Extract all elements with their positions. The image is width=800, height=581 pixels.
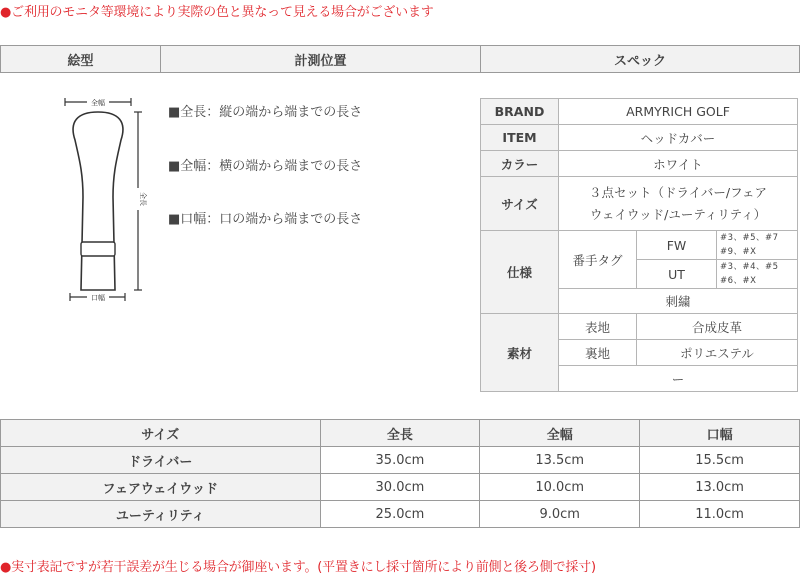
brand-label: BRAND [481,99,559,125]
size-row-name: ドライバー [1,447,321,474]
number-tag-label: 番手タグ [559,231,637,289]
size-row-width: 13.5cm [480,447,640,474]
measurement-width: ■全幅：横の端から端までの長さ [168,159,363,174]
width-label: 全幅 [91,99,105,107]
size-row-length: 30.0cm [320,474,480,501]
size-header-mouth: 口幅 [640,420,800,447]
size-header-width: 全幅 [480,420,640,447]
fw-numbers-line1: #3、#5、#7 [720,233,779,243]
ut-label: UT [637,260,717,289]
table-row [1,501,800,528]
feature-label: 仕様 [481,231,559,314]
lining-value: ポリエステル [637,340,798,366]
ut-numbers-line1: #3、#4、#5 [720,262,779,272]
spec-row-item [481,125,798,151]
header-measurement-position: 計測位置 [160,45,480,73]
size-table [0,419,800,528]
color-value: ホワイト [559,151,798,177]
spec-row-size [481,177,798,231]
size-row-name: フェアウェイウッド [1,474,321,501]
other-value: ー [559,366,798,392]
color-label: カラー [481,151,559,177]
lining-label: 裏地 [559,340,637,366]
size-row-width: 9.0cm [480,501,640,528]
size-header-size: サイズ [1,420,321,447]
size-row-length: 25.0cm [320,501,480,528]
item-label: ITEM [481,125,559,151]
size-row-width: 10.0cm [480,474,640,501]
ut-numbers [717,260,798,289]
table-row [1,447,800,474]
size-header-length: 全長 [320,420,480,447]
material-label: 素材 [481,314,559,392]
table-row [1,474,800,501]
size-row-mouth: 15.5cm [640,447,800,474]
spec-table [480,98,798,392]
measurement-disclaimer: ●実寸表記ですが若干誤差が生じる場合が御座います。(平置きにし採寸箇所により前側と後ろ側で採寸) [0,560,596,575]
spec-row-material-outer [481,314,798,340]
color-disclaimer: ●ご利用のモニタ等環境により実際の色と異なって見える場合がございます [0,5,434,20]
section-header [0,45,800,73]
header-spec: スペック [480,45,800,73]
mouth-label: 口幅 [91,294,105,302]
size-row-name: ユーティリティ [1,501,321,528]
measurement-length: ■全長：縦の端から端までの長さ [168,105,363,120]
headcover-diagram [55,92,160,307]
length-label: 全長 [139,192,147,206]
outer-label: 表地 [559,314,637,340]
size-row-mouth: 13.0cm [640,474,800,501]
fw-numbers [717,231,798,260]
fw-label: FW [637,231,717,260]
header-illustration: 絵型 [0,45,160,73]
fw-numbers-line2: #9、#X [720,247,757,257]
size-table-header [1,420,800,447]
embroidery-value: 刺繍 [559,289,798,314]
spec-row-color [481,151,798,177]
brand-value: ARMYRICH GOLF [559,99,798,125]
size-label: サイズ [481,177,559,231]
spec-row-brand [481,99,798,125]
measurement-mouth: ■口幅：口の端から端までの長さ [168,212,363,227]
size-row-length: 35.0cm [320,447,480,474]
headcover-outline [73,112,123,290]
size-value-line1: ３点セット（ドライバー/フェア [589,184,767,200]
outer-value: 合成皮革 [637,314,798,340]
size-value [559,177,798,231]
item-value: ヘッドカバー [559,125,798,151]
number-tag-shape [81,242,115,256]
size-value-line2: ウェイウッド/ユーティリティ） [589,206,767,222]
size-row-mouth: 11.0cm [640,501,800,528]
ut-numbers-line2: #6、#X [720,276,757,286]
spec-row-feature-fw [481,231,798,260]
